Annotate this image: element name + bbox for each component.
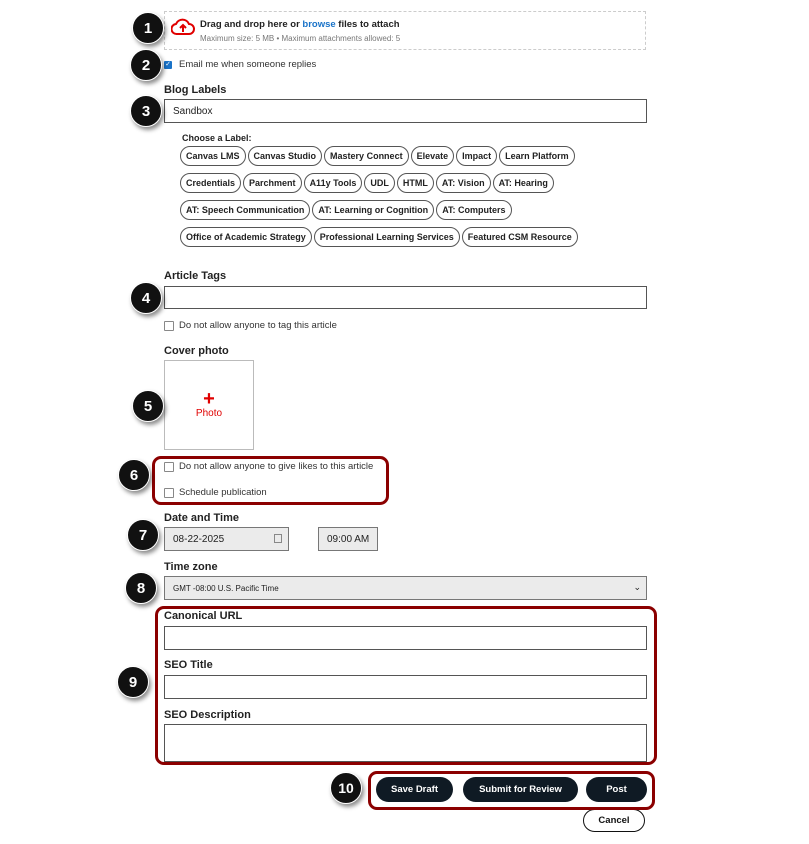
cover-photo-upload[interactable]: [164, 360, 254, 450]
chip-row: [180, 173, 620, 193]
cancel-button[interactable]: Cancel: [583, 809, 645, 832]
attachment-dropzone[interactable]: [164, 11, 646, 50]
no-tag-checkbox[interactable]: [164, 321, 174, 331]
callout-10: 10: [330, 772, 362, 804]
label-chip[interactable]: Elevate: [411, 146, 455, 166]
article-tags-label: Article Tags: [164, 270, 227, 282]
cloud-upload-icon: [171, 18, 195, 36]
label-chip[interactable]: Learn Platform: [499, 146, 575, 166]
upload-text-suffix: files to attach: [335, 19, 400, 30]
chip-row: [180, 200, 620, 220]
calendar-icon[interactable]: [274, 534, 282, 543]
label-chip[interactable]: AT: Computers: [436, 200, 511, 220]
email-checkbox[interactable]: ✓: [165, 61, 171, 68]
seo-title-label: SEO Title: [164, 659, 213, 671]
highlight-box-9: [155, 606, 657, 765]
label-chip[interactable]: Featured CSM Resource: [462, 227, 578, 247]
save-draft-button[interactable]: Save Draft: [376, 777, 453, 802]
timezone-label: Time zone: [164, 561, 218, 573]
label-chip[interactable]: Professional Learning Services: [314, 227, 460, 247]
date-input[interactable]: [164, 527, 289, 551]
label-chip[interactable]: AT: Hearing: [493, 173, 554, 193]
browse-link[interactable]: browse: [302, 19, 336, 30]
blog-labels-value: Sandbox: [173, 105, 213, 117]
callout-1: 1: [132, 12, 164, 44]
callout-5: 5: [132, 390, 164, 422]
photo-text: Photo: [195, 408, 223, 419]
date-time-label: Date and Time: [164, 512, 239, 524]
time-value: 09:00 AM: [327, 533, 370, 545]
schedule-label: Schedule publication: [179, 487, 267, 498]
upload-text: Drag and drop here or: [200, 19, 303, 30]
label-chip[interactable]: Mastery Connect: [324, 146, 409, 166]
post-button[interactable]: Post: [586, 777, 647, 802]
time-input[interactable]: [318, 527, 378, 551]
callout-6: 6: [118, 459, 150, 491]
blog-labels-label: Blog Labels: [164, 84, 227, 96]
blog-labels-input[interactable]: [164, 99, 647, 123]
label-chip[interactable]: AT: Learning or Cognition: [312, 200, 434, 220]
article-tags-input[interactable]: [164, 286, 647, 309]
seo-description-label: SEO Description: [164, 709, 251, 721]
label-chip[interactable]: Canvas Studio: [248, 146, 323, 166]
email-checkbox-label: Email me when someone replies: [179, 59, 317, 70]
timezone-value: GMT -08:00 U.S. Pacific Time: [173, 583, 279, 593]
no-likes-label: Do not allow anyone to give likes to this article: [179, 461, 374, 472]
no-tag-label: Do not allow anyone to tag this article: [179, 320, 337, 331]
highlight-box-6: [152, 456, 389, 505]
label-chip[interactable]: Impact: [456, 146, 497, 166]
label-chip[interactable]: Office of Academic Strategy: [180, 227, 312, 247]
cover-photo-label: Cover photo: [164, 345, 229, 357]
label-chip[interactable]: HTML: [397, 173, 434, 193]
callout-7: 7: [127, 519, 159, 551]
chip-row: [180, 146, 620, 166]
timezone-select[interactable]: [164, 576, 647, 600]
submit-review-button[interactable]: Submit for Review: [463, 777, 578, 802]
choose-label-heading: Choose a Label:: [182, 133, 252, 143]
label-chips: [180, 146, 620, 254]
callout-9: 9: [117, 666, 149, 698]
label-chip[interactable]: Credentials: [180, 173, 241, 193]
canonical-url-label: Canonical URL: [164, 610, 243, 622]
date-value: 08-22-2025: [173, 533, 225, 545]
upload-hint: Maximum size: 5 MB • Maximum attachments allowed: 5: [200, 34, 401, 43]
label-chip[interactable]: A11y Tools: [304, 173, 363, 193]
chip-row: [180, 227, 620, 247]
plus-icon: +: [203, 388, 215, 410]
callout-2: 2: [130, 49, 162, 81]
label-chip[interactable]: Parchment: [243, 173, 302, 193]
callout-8: 8: [125, 572, 157, 604]
label-chip[interactable]: AT: Vision: [436, 173, 491, 193]
callout-4: 4: [130, 282, 162, 314]
chevron-down-icon: ⌄: [633, 582, 641, 592]
label-chip[interactable]: Canvas LMS: [180, 146, 246, 166]
highlight-box-10: [368, 771, 655, 810]
callout-3: 3: [130, 95, 162, 127]
label-chip[interactable]: AT: Speech Communication: [180, 200, 310, 220]
label-chip[interactable]: UDL: [364, 173, 395, 193]
